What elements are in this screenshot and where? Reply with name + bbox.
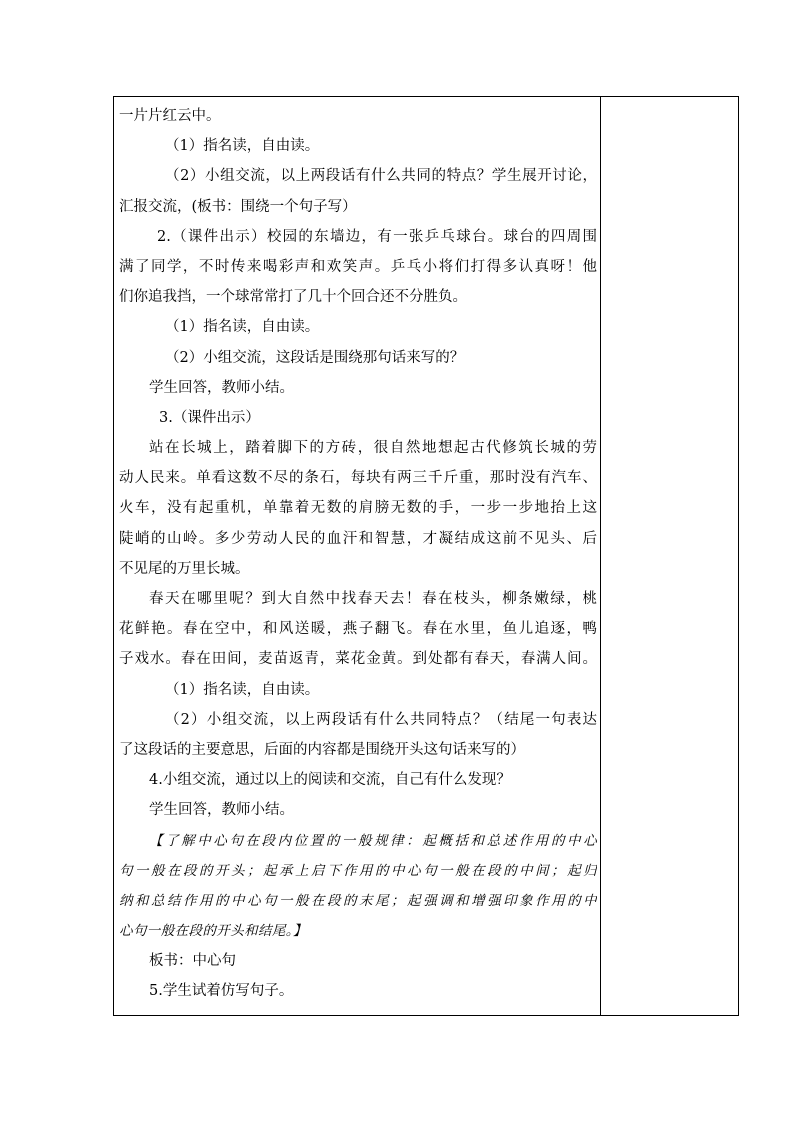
text-line: （2）小组交流，以上两段话有什么共同的特点？学生展开讨论， <box>165 168 597 185</box>
text-line: 纳和总结作用的中心句一般在段的末尾；起强调和增强印象作用的中 <box>119 892 597 909</box>
text-line: 了这段话的主要意思，后面的内容都是围绕开头这句话来写的） <box>119 741 525 758</box>
text-line: 汇报交流，(板书：围绕一个句子写） <box>119 198 357 215</box>
text-line: 3.（课件出示） <box>159 409 260 426</box>
text-line: 学生回答，教师小结。 <box>149 802 294 819</box>
text-line: 一片片红云中。 <box>119 108 221 124</box>
text-line: 站在长城上，踏着脚下的方砖，很自然地想起古代修筑长城的劳 <box>149 440 597 457</box>
text-line: 花鲜艳。春在空中，和风送暖，燕子翻飞。春在水里，鱼儿追逐，鸭 <box>119 621 597 638</box>
text-line: 们你追我挡，一个球常常打了几十个回合还不分胜负。 <box>119 289 467 306</box>
text-line: 不见尾的万里长城。 <box>119 560 250 577</box>
text-line: 心句一般在段的开头和结尾。】 <box>119 923 307 940</box>
text-line: 陡峭的山岭。多少劳动人民的血汗和智慧，才凝结成这前不见头、后 <box>119 530 597 547</box>
text-line: （1）指名读，自由读。 <box>165 681 320 698</box>
text-line: 春天在哪里呢？到大自然中找春天去！春在枝头，柳条嫩绿，桃 <box>149 591 597 607</box>
text-line: 学生回答，教师小结。 <box>149 379 294 396</box>
text-line: （2）小组交流，以上两段话有什么共同特点？（结尾一句表达 <box>165 711 597 728</box>
text-line: 5.学生试着仿写句子。 <box>149 983 294 1000</box>
text-line: 动人民来。单看这数不尽的条石，每块有两三千斤重，那时没有汽车、 <box>119 470 597 487</box>
text-line: （1）指名读，自由读。 <box>165 138 320 155</box>
text-line: 【了解中心句在段内位置的一般规律：起概括和总述作用的中心 <box>149 832 597 849</box>
text-line: （1）指名读，自由读。 <box>165 319 320 336</box>
text-line: 火车，没有起重机，单靠着无数的肩膀无数的手，一步一步地抬上这 <box>119 500 597 517</box>
lesson-content-cell <box>119 101 597 1007</box>
lesson-table <box>113 96 739 1016</box>
text-line: （2）小组交流，这段话是围绕那句话来写的？ <box>165 349 465 366</box>
column-divider <box>600 97 601 1015</box>
text-line: 4.小组交流，通过以上的阅读和交流，自己有什么发现？ <box>149 772 511 789</box>
text-line: 2.（课件出示）校园的东墙边，有一张乒乓球台。球台的四周围 <box>157 228 597 245</box>
text-line: 子戏水。春在田间，麦苗返青，菜花金黄。到处都有春天，春满人间。 <box>119 651 597 668</box>
text-line: 板书：中心句 <box>149 953 236 970</box>
text-line: 满了同学，不时传来喝彩声和欢笑声。乒乓小将们打得多认真呀！他 <box>119 258 597 275</box>
text-line: 句一般在段的开头；起承上启下作用的中心句一般在段的中间；起归 <box>119 862 597 879</box>
